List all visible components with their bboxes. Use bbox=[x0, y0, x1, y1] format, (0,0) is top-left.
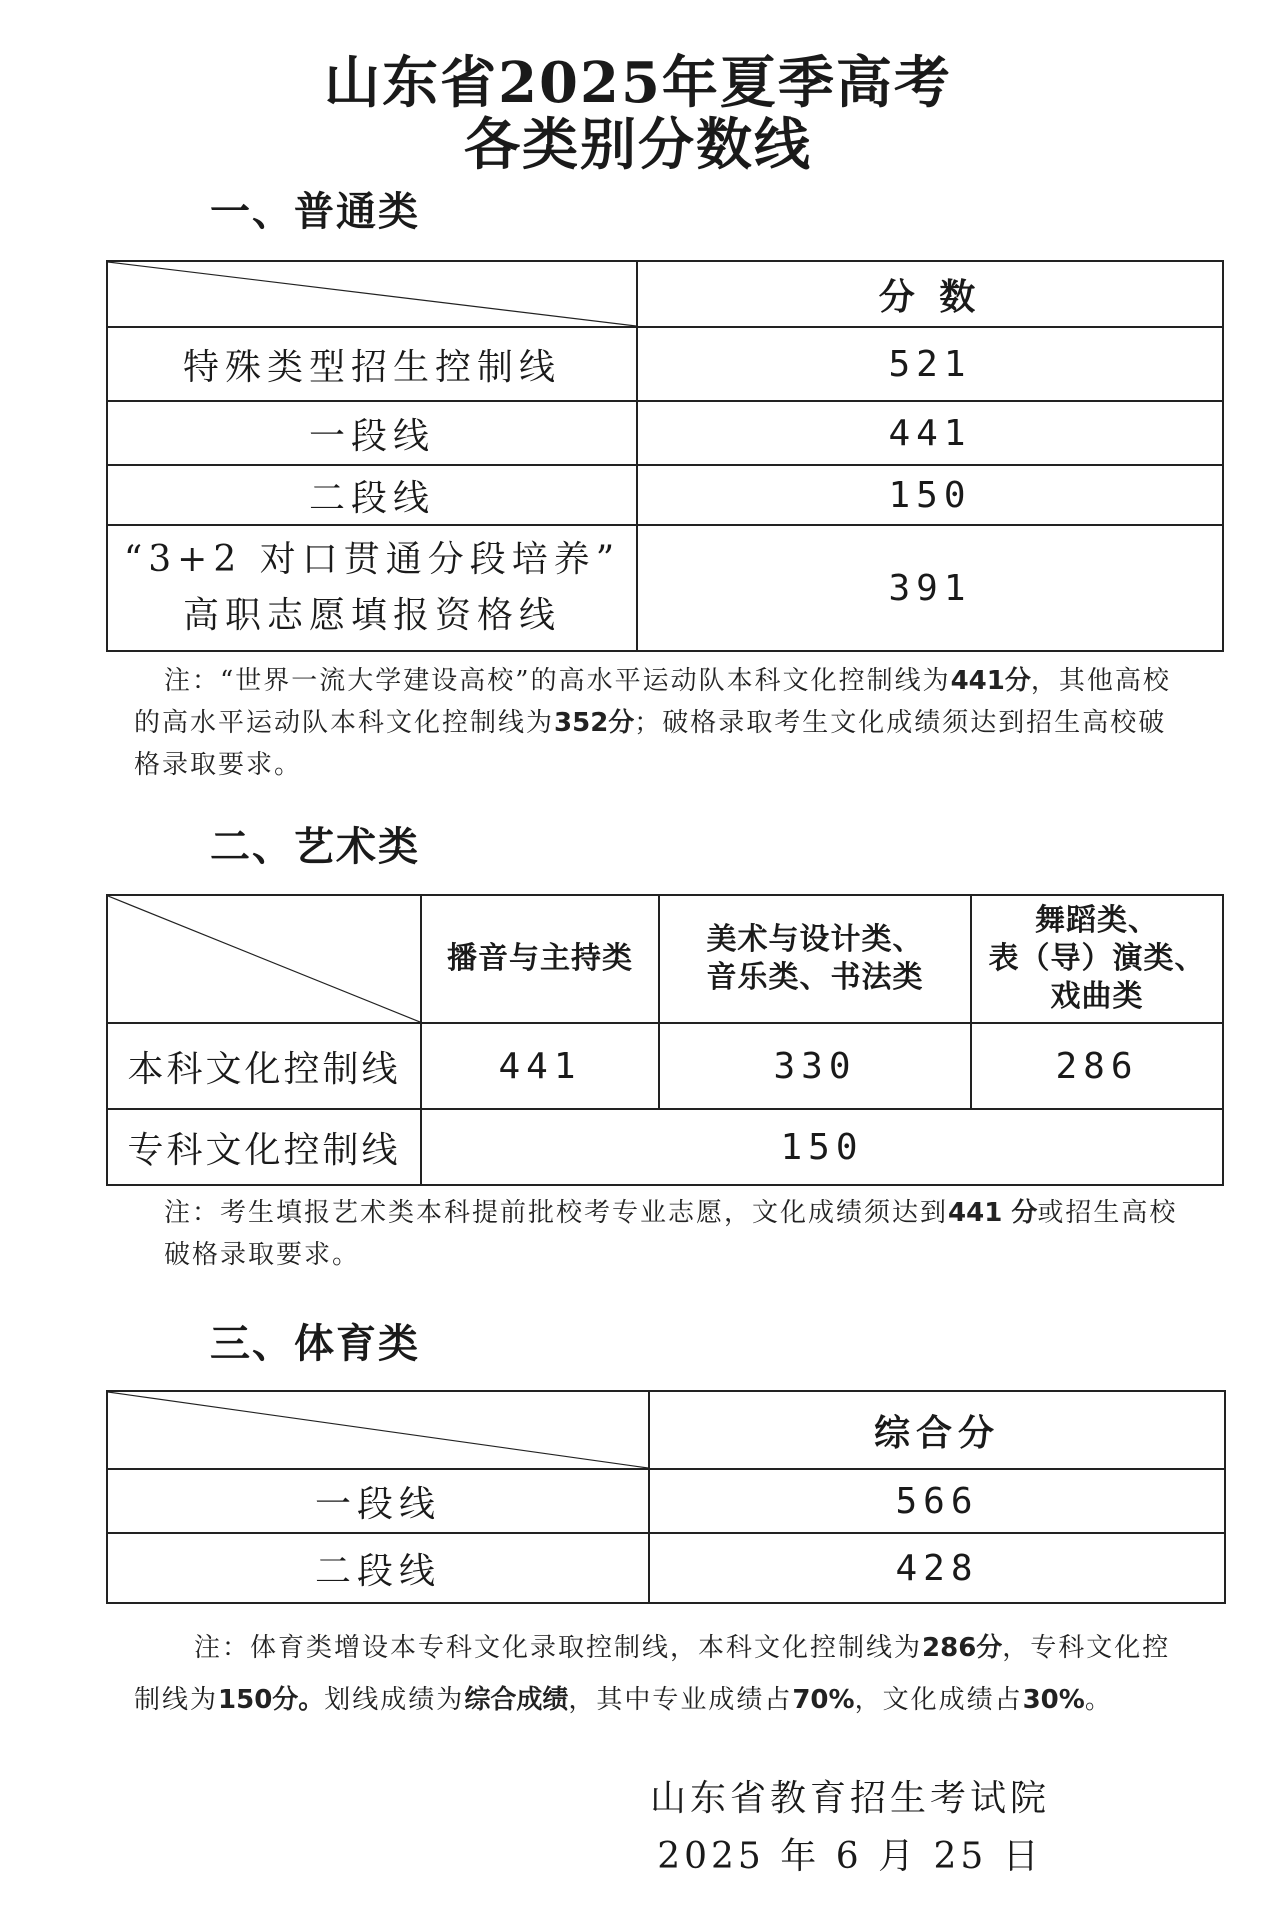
table-row bbox=[107, 465, 1223, 525]
general-note bbox=[134, 660, 1194, 786]
diagonal-header-cell bbox=[107, 261, 637, 327]
table-row bbox=[107, 327, 1223, 401]
row-value: 566 bbox=[649, 1469, 1225, 1533]
row-label: 一段线 bbox=[107, 1469, 649, 1533]
row-label: 专科文化控制线 bbox=[107, 1109, 421, 1185]
diagonal-header-cell bbox=[107, 1391, 649, 1469]
row-value: 150 bbox=[421, 1109, 1223, 1185]
composite-score-header: 综合分 bbox=[649, 1391, 1225, 1469]
issue-date: 2025 年 6 月 25 日 bbox=[657, 1836, 1043, 1877]
note-text: 注：“世界一流大学建设高校”的高水平运动队本科文化控制线为 bbox=[164, 666, 951, 696]
row-value: 330 bbox=[659, 1023, 971, 1109]
page-title-line1: 山东省2025年夏季高考 bbox=[324, 50, 952, 116]
row-value: 521 bbox=[637, 327, 1223, 401]
note-text: ；破格录取考生文化成绩须达到招生高校破格录取要求。 bbox=[134, 708, 1167, 780]
note-text: ，其中专业成绩占 bbox=[568, 1685, 793, 1715]
row-label-line2: 高职志愿填报资格线 bbox=[182, 595, 561, 636]
art-note bbox=[164, 1192, 1194, 1276]
header-line: 戏曲类 bbox=[1050, 979, 1144, 1014]
row-label bbox=[107, 525, 637, 651]
note-bold: 综合成绩 bbox=[464, 1685, 569, 1715]
table-row bbox=[107, 1533, 1225, 1603]
table-row bbox=[107, 1023, 1223, 1109]
note-text: ，文化成绩占 bbox=[854, 1685, 1023, 1715]
note-bold: 286分 bbox=[922, 1633, 1003, 1663]
diagonal-header-cell bbox=[107, 895, 421, 1023]
note-text: 。 bbox=[1084, 1685, 1113, 1715]
row-value: 441 bbox=[637, 401, 1223, 465]
note-bold: 150分。 bbox=[218, 1685, 325, 1715]
section-heading-general: 一、普通类 bbox=[210, 189, 420, 235]
note-text: 或招生高校破格录取要求。 bbox=[164, 1198, 1178, 1270]
row-label: 特殊类型招生控制线 bbox=[107, 327, 637, 401]
row-label: 二段线 bbox=[107, 465, 637, 525]
row-label: 一段线 bbox=[107, 401, 637, 465]
row-value: 150 bbox=[637, 465, 1223, 525]
note-text: ，其他高校的高水平运动队本科文化控制线为 bbox=[134, 666, 1171, 738]
general-score-table bbox=[106, 260, 1224, 652]
row-label: 二段线 bbox=[107, 1533, 649, 1603]
note-text: 注：体育类增设本专科文化录取控制线，本科文化控制线为 bbox=[194, 1633, 923, 1663]
sports-note bbox=[134, 1622, 1194, 1726]
page-title-line2: 各类别分数线 bbox=[464, 112, 812, 178]
section-heading-sports: 三、体育类 bbox=[210, 1321, 420, 1367]
score-column-header: 分 数 bbox=[637, 261, 1223, 327]
note-text: 注：考生填报艺术类本科提前批校考专业志愿，文化成绩须达到 bbox=[164, 1198, 949, 1228]
note-bold: 30% bbox=[1022, 1685, 1085, 1715]
section-heading-art: 二、艺术类 bbox=[210, 824, 420, 870]
row-value: 286 bbox=[971, 1023, 1223, 1109]
sports-score-table bbox=[106, 1390, 1226, 1604]
header-line: 表（导）演类、 bbox=[988, 941, 1206, 976]
row-label-line1: “3+2 对口贯通分段培养” bbox=[123, 539, 621, 580]
art-score-table bbox=[106, 894, 1224, 1186]
note-bold: 441 分 bbox=[948, 1198, 1038, 1228]
table-row bbox=[107, 525, 1223, 651]
note-bold: 70% bbox=[792, 1685, 855, 1715]
row-value: 428 bbox=[649, 1533, 1225, 1603]
table-row bbox=[107, 1469, 1225, 1533]
table-row bbox=[107, 1109, 1223, 1185]
note-text: 划线成绩为 bbox=[324, 1685, 465, 1715]
note-bold: 441分 bbox=[950, 666, 1031, 696]
header-line: 美术与设计类、 bbox=[706, 922, 924, 957]
row-value: 441 bbox=[421, 1023, 659, 1109]
header-line: 舞蹈类、 bbox=[1035, 903, 1159, 938]
row-label: 本科文化控制线 bbox=[107, 1023, 421, 1109]
row-value: 391 bbox=[637, 525, 1223, 651]
note-text: ，专科文化控制线为 bbox=[134, 1633, 1171, 1715]
header-line: 音乐类、书法类 bbox=[706, 960, 924, 995]
table-row bbox=[107, 401, 1223, 465]
column-header-dance-drama bbox=[971, 895, 1223, 1023]
column-header-broadcasting: 播音与主持类 bbox=[421, 895, 659, 1023]
note-bold: 352分 bbox=[554, 708, 635, 738]
column-header-fine-arts-music bbox=[659, 895, 971, 1023]
issuing-organization: 山东省教育招生考试院 bbox=[649, 1778, 1050, 1819]
